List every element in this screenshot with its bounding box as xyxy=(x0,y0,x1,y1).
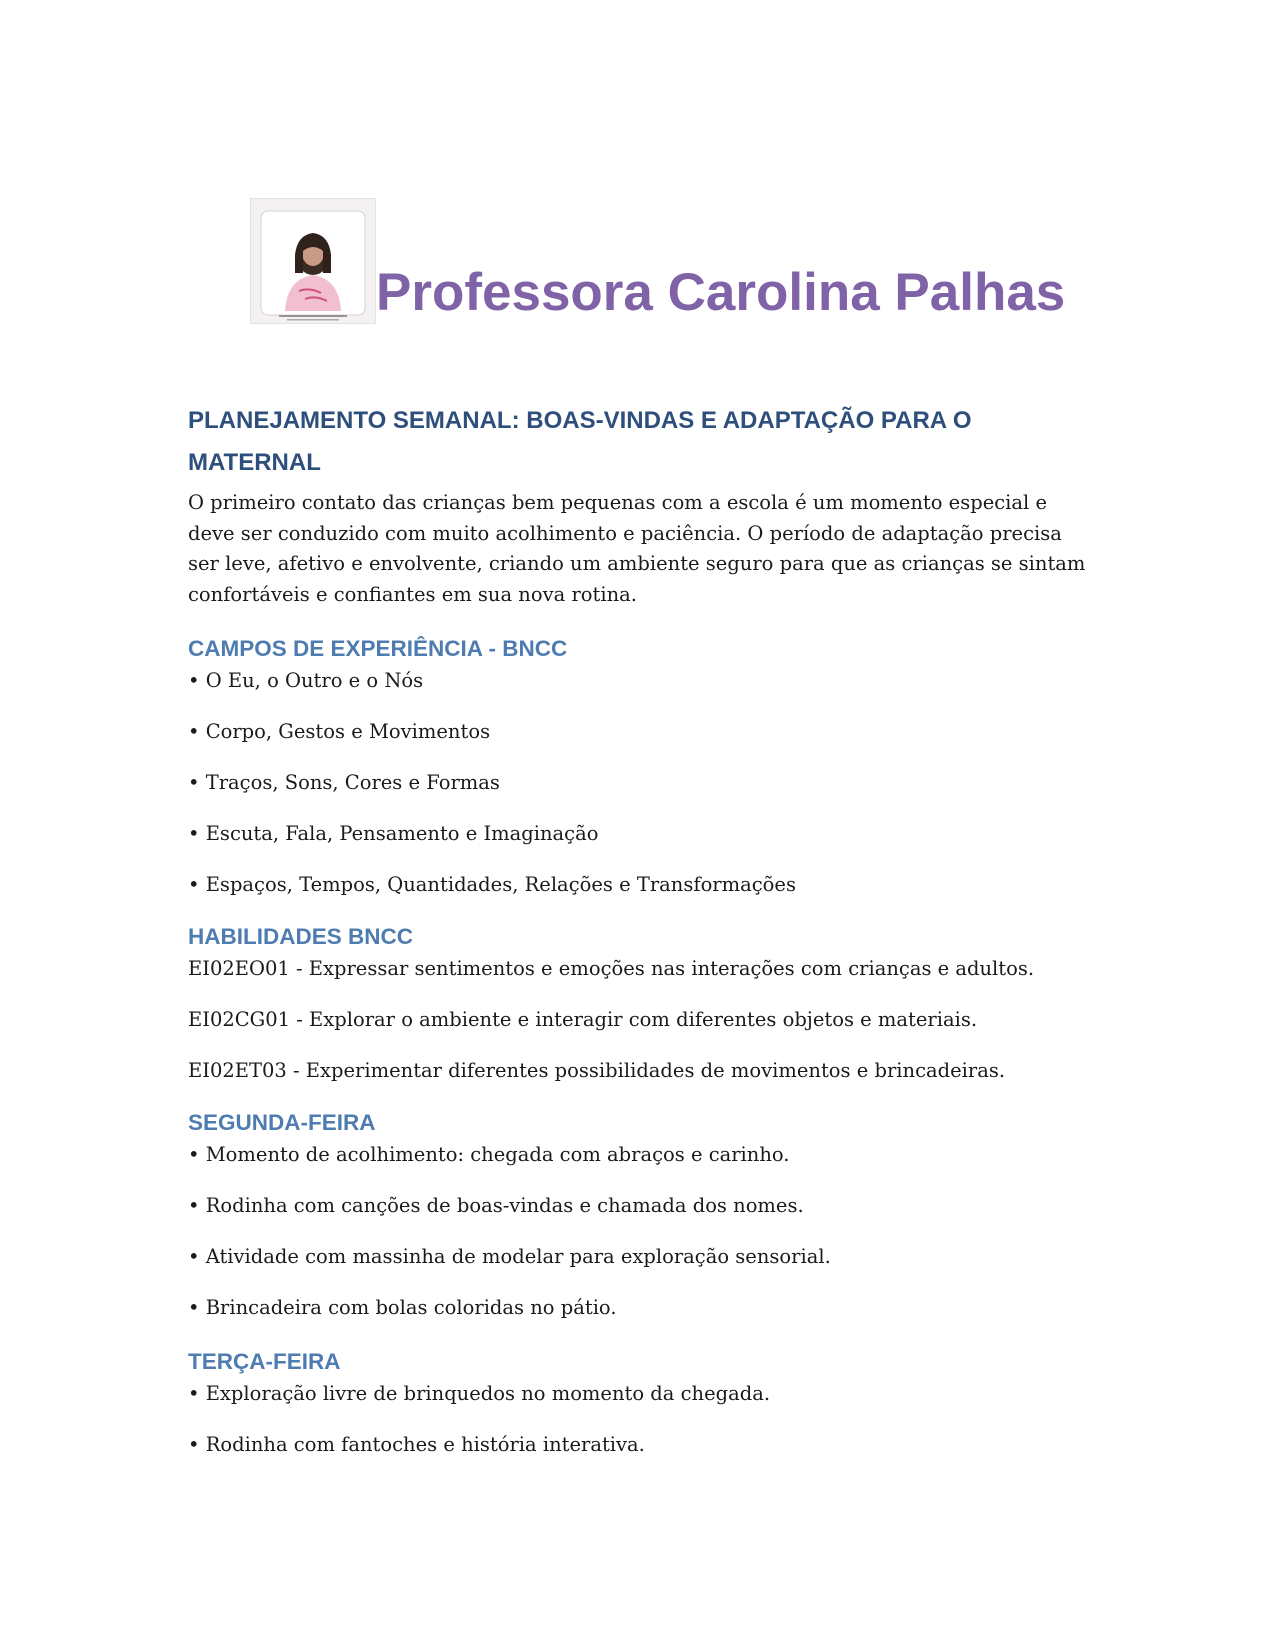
segunda-section xyxy=(188,1108,1088,1323)
list-item: EI02EO01 - Expressar sentimentos e emoções nas interações com crianças e adultos. xyxy=(188,957,1035,980)
terca-list xyxy=(188,1379,1088,1460)
list-item: • Rodinha com fantoches e história interativa. xyxy=(188,1433,645,1456)
document-body xyxy=(188,400,1088,1460)
list-item: • Momento de acolhimento: chegada com abraços e carinho. xyxy=(188,1143,790,1166)
list-item: • Rodinha com canções de boas-vindas e chamada dos nomes. xyxy=(188,1194,804,1217)
habilidades-section xyxy=(188,922,1088,1086)
logo-image xyxy=(250,198,376,324)
terca-heading: TERÇA-FEIRA xyxy=(188,1349,341,1374)
list-item: • Escuta, Fala, Pensamento e Imaginação xyxy=(188,822,599,845)
list-item: EI02ET03 - Experimentar diferentes possibilidades de movimentos e brincadeiras. xyxy=(188,1059,1006,1082)
segunda-list xyxy=(188,1140,1088,1323)
campos-list xyxy=(188,666,1088,900)
campos-section xyxy=(188,634,1088,900)
list-item: EI02CG01 - Explorar o ambiente e interagir com diferentes objetos e materiais. xyxy=(188,1008,978,1031)
intro-paragraph: O primeiro contato das crianças bem pequenas com a escola é um momento especial e deve ser conduzido com muito acolhimento e paciência. O período de adaptação precisa ser leve, afetivo e envolvente, criando um ambiente seguro para que as crianças se sintam confortáveis e confiantes em sua nova rotina. xyxy=(188,491,1086,606)
terca-section xyxy=(188,1347,1088,1460)
list-item: • Brincadeira com bolas coloridas no pátio. xyxy=(188,1296,617,1319)
segunda-heading: SEGUNDA-FEIRA xyxy=(188,1110,376,1135)
document-title: PLANEJAMENTO SEMANAL: BOAS-VINDAS E ADAPTAÇÃO PARA O MATERNAL xyxy=(188,407,972,476)
site-title: Professora Carolina Palhas xyxy=(376,263,1066,322)
campos-heading: CAMPOS DE EXPERIÊNCIA - BNCC xyxy=(188,636,568,661)
habilidades-heading: HABILIDADES BNCC xyxy=(188,924,413,949)
list-item: • Corpo, Gestos e Movimentos xyxy=(188,720,491,743)
list-item: • Exploração livre de brinquedos no momento da chegada. xyxy=(188,1382,771,1405)
list-item: • Atividade com massinha de modelar para exploração sensorial. xyxy=(188,1245,831,1268)
habilidades-list xyxy=(188,954,1088,1086)
page-header xyxy=(250,198,1066,328)
list-item: • O Eu, o Outro e o Nós xyxy=(188,669,424,692)
list-item: • Espaços, Tempos, Quantidades, Relações e Transformações xyxy=(188,873,796,896)
list-item: • Traços, Sons, Cores e Formas xyxy=(188,771,500,794)
